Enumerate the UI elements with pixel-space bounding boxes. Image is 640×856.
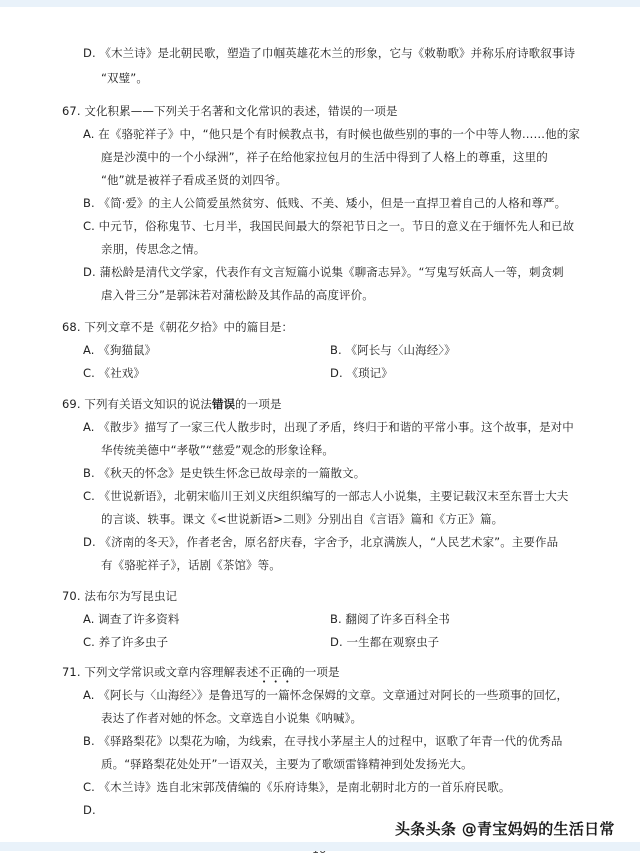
q67-option-a-line1: A. 在《骆驼祥子》中，“他只是个有时候教点书，有时候也做些别的事的一个中等人物……他的家 [83,127,580,141]
q71-option-a-line1: A. 《阿长与〈山海经〉》是鲁迅写的一篇怀念保姆的文章。文章通过对阿长的一些琐事的回忆， [83,688,569,702]
q71-option-b-line1: B. 《驿路梨花》以梨花为喻，为线索，在寻找小茅屋主人的过程中，讴歌了年青一代的优秀品 [83,734,563,748]
q69-stem-post: 的一项是 [235,397,282,411]
bottom-band [0,842,640,851]
q70-option-a: A. 调查了许多资料 [83,612,180,626]
q71-option-b-line2: 质。“驿路梨花处处开”一语双关，主要为了歌颂雷锋精神到处发扬光大。 [101,757,473,771]
prev-option-d-line2: “双璧”。 [101,71,148,85]
q67-option-b: B. 《简·爱》的主人公简爱虽然贫穷、低贱、不美、矮小，但是一直捍卫着自己的人格和尊严。 [83,196,567,210]
q70-option-c: C. 养了许多虫子 [83,635,169,649]
q69-option-c-line2: 的言谈、轶事。课文《<世说新语>二则》分别出自《言语》篇和《方正》篇。 [101,512,504,526]
q68-option-b: B. 《阿长与〈山海经〉》 [330,343,456,357]
q71-option-c: C. 《木兰诗》选自北宋郭茂倩编的《乐府诗集》，是南北朝时北方的一首乐府民歌。 [83,780,511,794]
q67-option-d-line2: 虐入骨三分”是郭沫若对蒲松龄及其作品的高度评价。 [101,288,374,302]
q71-stem-post: 的一项是 [293,665,340,679]
q68-option-a: A. 《狗猫鼠》 [83,343,157,357]
q71-option-a-line2: 表达了作者对她的怀念。文章选自小说集《呐喊》。 [101,711,363,725]
q71-option-d: D. [83,803,96,817]
q67-stem: 67. 文化积累——下列关于名著和文化常识的表述，错误的一项是 [62,104,398,118]
q67-option-c-line1: C. 中元节，俗称鬼节、七月半，我国民间最大的祭祀节日之一。节日的意义在于缅怀先人和已故 [83,219,575,233]
q69-option-b: B. 《秋天的怀念》是史铁生怀念已故母亲的一篇散文。 [83,466,366,480]
q71-stem-pre: 71. 下列文学常识或文章内容理解表述 [62,665,259,679]
q69-stem-pre: 69. 下列有关语文知识的说法 [62,397,212,411]
q70-option-b: B. 翻阅了许多百科全书 [330,612,450,626]
q70-stem: 70. 法布尔为写昆虫记 [62,589,178,603]
q69-option-a-line1: A. 《散步》描写了一家三代人散步时，出现了矛盾，终归于和谐的平常小事。这个故事，是对中 [83,420,574,434]
q68-stem: 68. 下列文章不是《朝花夕拾》中的篇目是： [62,320,294,334]
q68-option-d: D. 《琐记》 [330,366,393,380]
q69-option-d-line1: D. 《济南的冬天》，作者老舍，原名舒庆春，字舍予，北京满族人，“人民艺术家”。主要作品 [83,535,559,549]
q69-option-a-line2: 华传统美德中“孝敬”“慈爱”观念的形象诠释。 [101,443,335,457]
q69-stem [62,397,282,411]
q67-option-c-line2: 亲朋，传思念之情。 [101,242,206,256]
q69-option-d-line2: 有《骆驼祥子》，话剧《茶馆》等。 [101,558,281,572]
q67-option-a-line3: “他”就是被祥子看成圣贤的刘四爷。 [101,173,288,187]
q69-stem-emphasis: 错误 [211,397,236,411]
q71-stem-dotted-3: 确 [281,665,294,679]
prev-option-d-line1: D. 《木兰诗》是北朝民歌，塑造了巾帼英雄花木兰的形象，它与《敕勒歌》并称乐府诗歌叙事诗 [83,46,576,60]
q71-stem-dotted-1: 不 [258,665,270,679]
q67-option-a-line2: 庭是沙漠中的一个小绿洲”，祥子在给他家拉包月的生活中得到了人格上的尊重，这里的 [101,150,548,164]
q68-option-c: C. 《社戏》 [83,366,146,380]
q70-option-d: D. 一生都在观察虫子 [330,635,440,649]
q71-stem [62,665,340,679]
top-band [0,0,640,7]
q71-stem-dotted-2: 正 [269,665,282,679]
q67-option-d-line1: D. 蒲松龄是清代文学家，代表作有文言短篇小说集《聊斋志异》。“写鬼写妖高人一等，刺贪刺 [83,265,564,279]
watermark: 头条头条 @青宝妈妈的生活日常 [395,820,615,838]
q69-option-c-line1: C. 《世说新语》，北朝宋临川王刘义庆组织编写的一部志人小说集，主要记载汉末至东晋士大夫 [83,489,569,503]
